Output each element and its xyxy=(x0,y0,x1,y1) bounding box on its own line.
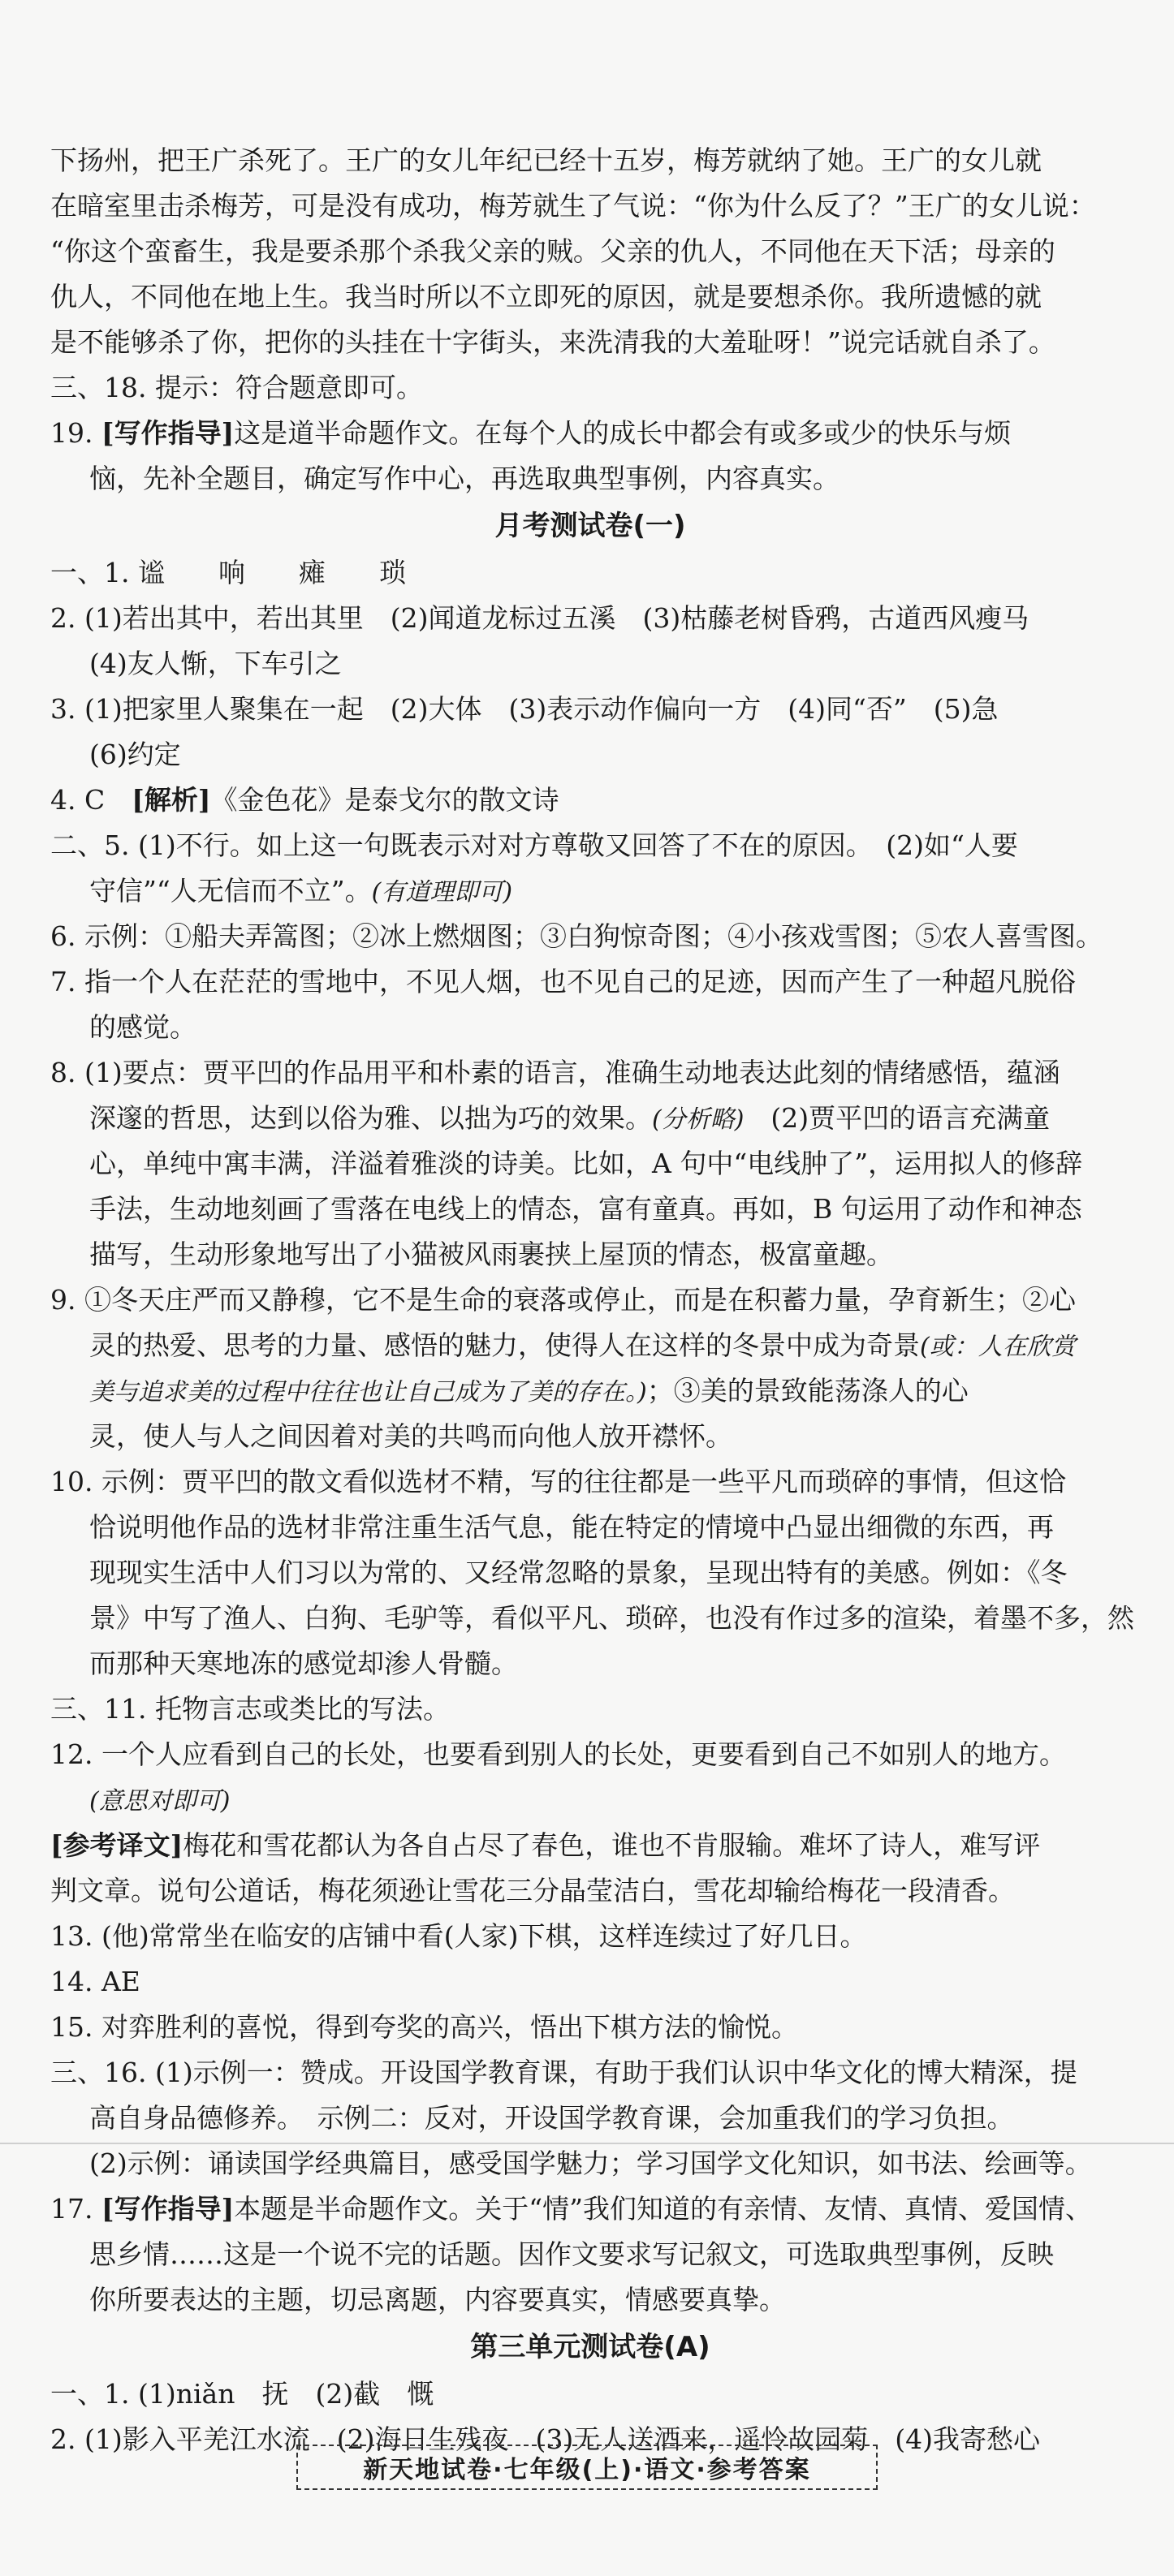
note: (分析略) xyxy=(652,1105,745,1134)
answer-item: 2. (1)若出其中，若出其里 (2)闻道龙标过五溪 (3)枯藤老树昏鸦，古道西风瘦马 xyxy=(50,602,1029,634)
text-line: 灵，使人与人之间因着对美的共鸣而向他人放开襟怀。 xyxy=(89,1420,732,1452)
answer-item: 三、11. 托物言志或类比的写法。 xyxy=(50,1693,450,1725)
section-title: 月考测试卷(一) xyxy=(494,510,686,542)
answer-item: 三、16. (1)示例一：赞成。开设国学教育课，有助于我们认识中华文化的博大精深，提 xyxy=(50,2057,1077,2088)
section-title: 第三单元测试卷(A) xyxy=(470,2331,710,2363)
text-line: 心，单纯中寓丰满，洋溢着雅淡的诗美。比如，A 句中“电线肿了”，运用拟人的修辞 xyxy=(89,1148,1083,1179)
text-line: 判文章。说句公道话，梅花须逊让雪花三分晶莹洁白，雪花却输给梅花一段清香。 xyxy=(50,1875,1015,1906)
text-line: 美与追求美的过程中往往也让自己成为了美的存在。)；③美的景致能荡涤人的心 xyxy=(89,1375,969,1406)
note: (或：人在欣赏 xyxy=(920,1333,1076,1361)
text-line: 仇人，不同他在地上生。我当时所以不立即死的原因，就是要想杀你。我所遗憾的就 xyxy=(50,281,1042,312)
answer-item: 6. 示例：①船夫弄篙图；②冰上燃烟图；③白狗惊奇图；④小孩戏雪图；⑤农人喜雪图。 xyxy=(50,920,1103,952)
answer-item: 10. 示例：贾平凹的散文看似选材不精，写的往往都是一些平凡而琐碎的事情，但这恰 xyxy=(50,1466,1066,1497)
answer-item: 一、1. 谧 响 瘫 琐 xyxy=(50,557,406,588)
text-line: 你所要表达的主题，切忌离题，内容要真实，情感要真挚。 xyxy=(89,2284,786,2315)
answer-item: 一、1. (1)niǎn 抚 (2)截 慨 xyxy=(50,2378,434,2410)
text-line: 现现实生活中人们习以为常的、又经常忽略的景象，呈现出特有的美感。例如：《冬 xyxy=(89,1557,1068,1588)
text-line: 的感觉。 xyxy=(89,1011,196,1043)
text-line: 是不能够杀了你，把你的头挂在十字街头，来洗清我的大羞耻呀！”说完话就自杀了。 xyxy=(50,326,1055,358)
writing-guide-label: [写作指导] xyxy=(101,2193,235,2225)
text-line: 高自身品德修养。 示例二：反对，开设国学教育课，会加重我们的学习负担。 xyxy=(89,2102,1014,2134)
text-line: (6)约定 xyxy=(89,739,181,770)
answer-item: 12. 一个人应看到自己的长处，也要看到别人的长处，更要看到自己不如别人的地方。 xyxy=(50,1738,1066,1770)
text-line: 灵的热爱、思考的力量、感悟的魅力，使得人在这样的冬景中成为奇景(或：人在欣赏 xyxy=(89,1329,1076,1361)
answer-item: 17. [写作指导]本题是半命题作文。关于“情”我们知道的有亲情、友情、真情、爱国情、 xyxy=(50,2193,1092,2225)
text-line: 景》中写了渔人、白狗、毛驴等，看似平凡、琐碎，也没有作过多的渲染，着墨不多，然 xyxy=(89,1602,1134,1634)
answer-item: 二、5. (1)不行。如上这一句既表示对对方尊敬又回答了不在的原因。 (2)如“人要 xyxy=(50,829,1018,861)
answer-item: 7. 指一个人在茫茫的雪地中，不见人烟，也不见自己的足迹，因而产生了一种超凡脱俗 xyxy=(50,966,1076,997)
answer-content xyxy=(50,138,1134,2462)
text-line: 手法，生动地刻画了雪落在电线上的情态，富有童真。再如，B 句运用了动作和神态 xyxy=(89,1193,1082,1225)
fold-line xyxy=(0,2143,1174,2144)
text-line: 而那种天寒地冻的感觉却渗人骨髓。 xyxy=(89,1648,518,1679)
text-line xyxy=(50,1777,1130,1823)
text-line: 恰说明他作品的选材非常注重生活气息，能在特定的情境中凸显出细微的东西，再 xyxy=(89,1511,1054,1543)
text-line: 在暗室里击杀梅芳，可是没有成功，梅芳就生了气说：“你为什么反了？”王广的女儿说： xyxy=(50,190,1096,222)
note: 美与追求美的过程中往往也让自己成为了美的存在。) xyxy=(89,1378,647,1406)
translation-label: [参考译文] xyxy=(50,1829,183,1861)
analysis-label: [解析] xyxy=(132,784,211,816)
answer-item: [参考译文]梅花和雪花都认为各自占尽了春色，谁也不肯服输。难坏了诗人，难写评 xyxy=(50,1829,1041,1861)
text-line: 描写，生动形象地写出了小猫被风雨裹挟上屋顶的情态，极富童趣。 xyxy=(89,1238,893,1270)
note: (有道理即可) xyxy=(371,878,513,907)
answer-item: 2. (1)影入平羌江水流 (2)海日生残夜 (3)无人送酒来，遥怜故园菊 (4)我寄愁心 xyxy=(50,2423,1040,2455)
text-line: 守信”“人无信而不立”。(有道理即可) xyxy=(89,875,513,907)
answer-item: 4. C [解析]《金色花》是泰戈尔的散文诗 xyxy=(50,784,559,816)
text-line: 深邃的哲思，达到以俗为雅、以拙为巧的效果。(分析略) (2)贾平凹的语言充满童 xyxy=(89,1102,1051,1134)
answer-item: 14. AE xyxy=(50,1966,140,1997)
answer-item: 三、18. 提示：符合题意即可。 xyxy=(50,372,423,403)
answer-item: 8. (1)要点：贾平凹的作品用平和朴素的语言，准确生动地表达此刻的情绪感悟，蕴涵 xyxy=(50,1057,1060,1088)
answer-item: 3. (1)把家里人聚集在一起 (2)大体 (3)表示动作偏向一方 (4)同“否” (5)急 xyxy=(50,693,999,725)
text-line: (2)示例：诵读国学经典篇目，感受国学魅力；学习国学文化知识，如书法、绘画等。 xyxy=(89,2147,1092,2179)
text-line: 思乡情……这是一个说不完的话题。因作文要求写记叙文，可选取典型事例，反映 xyxy=(89,2238,1054,2270)
text-line: “你这个蛮畜生，我是要杀那个杀我父亲的贼。父亲的仇人，不同他在天下活；母亲的 xyxy=(50,235,1055,267)
answer-item: 19. [写作指导]这是道半命题作文。在每个人的成长中都会有或多或少的快乐与烦 xyxy=(50,417,1012,449)
note: (意思对即可) xyxy=(89,1787,231,1816)
writing-guide-label: [写作指导] xyxy=(101,417,235,449)
text-line: 下扬州，把王广杀死了。王广的女儿年纪已经十五岁，梅芳就纳了她。王广的女儿就 xyxy=(50,144,1042,176)
text-line: 恼，先补全题目，确定写作中心，再选取典型事例，内容真实。 xyxy=(89,463,839,494)
answer-item: 9. ①冬天庄严而又静穆，它不是生命的衰落或停止，而是在积蓄力量，孕育新生；②心 xyxy=(50,1284,1076,1316)
answer-item: 13. (他)常常坐在临安的店铺中看(人家)下棋，这样连续过了好几日。 xyxy=(50,1920,867,1952)
footer-label: 新天地试卷·七年级(上)·语文·参考答案 xyxy=(296,2445,878,2490)
answer-item: 15. 对弈胜利的喜悦，得到夸奖的高兴，悟出下棋方法的愉悦。 xyxy=(50,2011,798,2043)
text-line: (4)友人惭，下车引之 xyxy=(89,648,342,679)
